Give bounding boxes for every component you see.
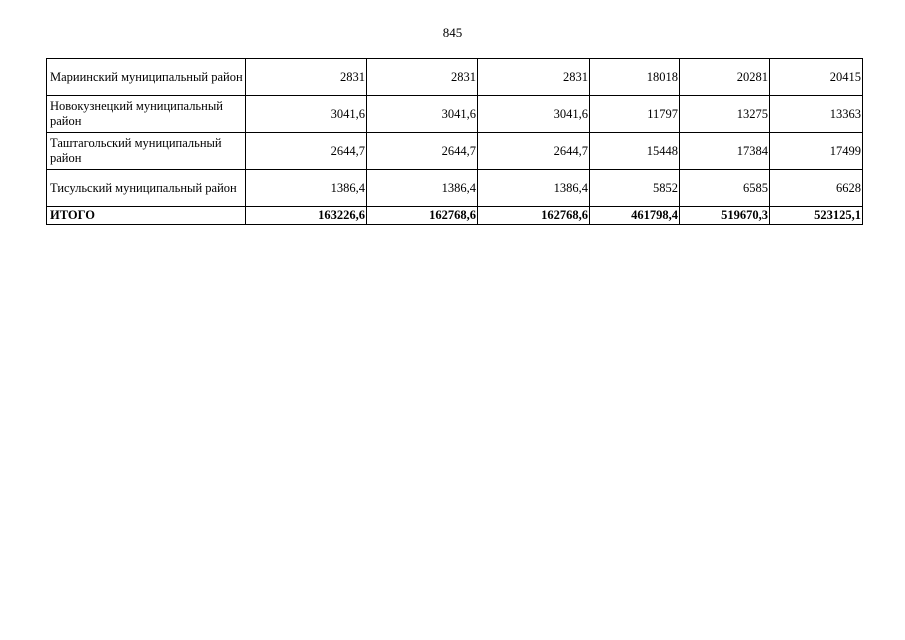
value-cell: 3041,6 (367, 96, 478, 133)
total-value-cell: 162768,6 (367, 207, 478, 225)
value-cell: 3041,6 (246, 96, 367, 133)
value-cell: 2644,7 (478, 133, 590, 170)
district-name: Новокузнецкий муниципальный район (47, 96, 246, 133)
value-cell: 11797 (590, 96, 680, 133)
value-cell: 1386,4 (367, 170, 478, 207)
value-cell: 17499 (770, 133, 863, 170)
value-cell: 15448 (590, 133, 680, 170)
table-row (47, 133, 863, 170)
value-cell: 6585 (680, 170, 770, 207)
value-cell: 6628 (770, 170, 863, 207)
value-cell: 5852 (590, 170, 680, 207)
value-cell: 1386,4 (478, 170, 590, 207)
value-cell: 20281 (680, 59, 770, 96)
total-value-cell: 523125,1 (770, 207, 863, 225)
value-cell: 13363 (770, 96, 863, 133)
value-cell: 18018 (590, 59, 680, 96)
value-cell: 2831 (478, 59, 590, 96)
total-value-cell: 461798,4 (590, 207, 680, 225)
value-cell: 17384 (680, 133, 770, 170)
page-number: 845 (442, 25, 463, 40)
table-row (47, 96, 863, 133)
table-row (47, 170, 863, 207)
value-cell: 3041,6 (478, 96, 590, 133)
district-name: Тисульский муниципальный район (47, 170, 246, 207)
data-table (46, 58, 863, 225)
value-cell: 2831 (246, 59, 367, 96)
total-label: ИТОГО (47, 207, 246, 225)
value-cell: 2831 (367, 59, 478, 96)
total-value-cell: 163226,6 (246, 207, 367, 225)
district-name: Мариинский муниципальный район (47, 59, 246, 96)
table-row (47, 59, 863, 96)
total-value-cell: 519670,3 (680, 207, 770, 225)
value-cell: 13275 (680, 96, 770, 133)
value-cell: 2644,7 (246, 133, 367, 170)
value-cell: 2644,7 (367, 133, 478, 170)
value-cell: 20415 (770, 59, 863, 96)
district-name: Таштагольский муниципальный район (47, 133, 246, 170)
value-cell: 1386,4 (246, 170, 367, 207)
total-value-cell: 162768,6 (478, 207, 590, 225)
total-row (47, 207, 863, 225)
